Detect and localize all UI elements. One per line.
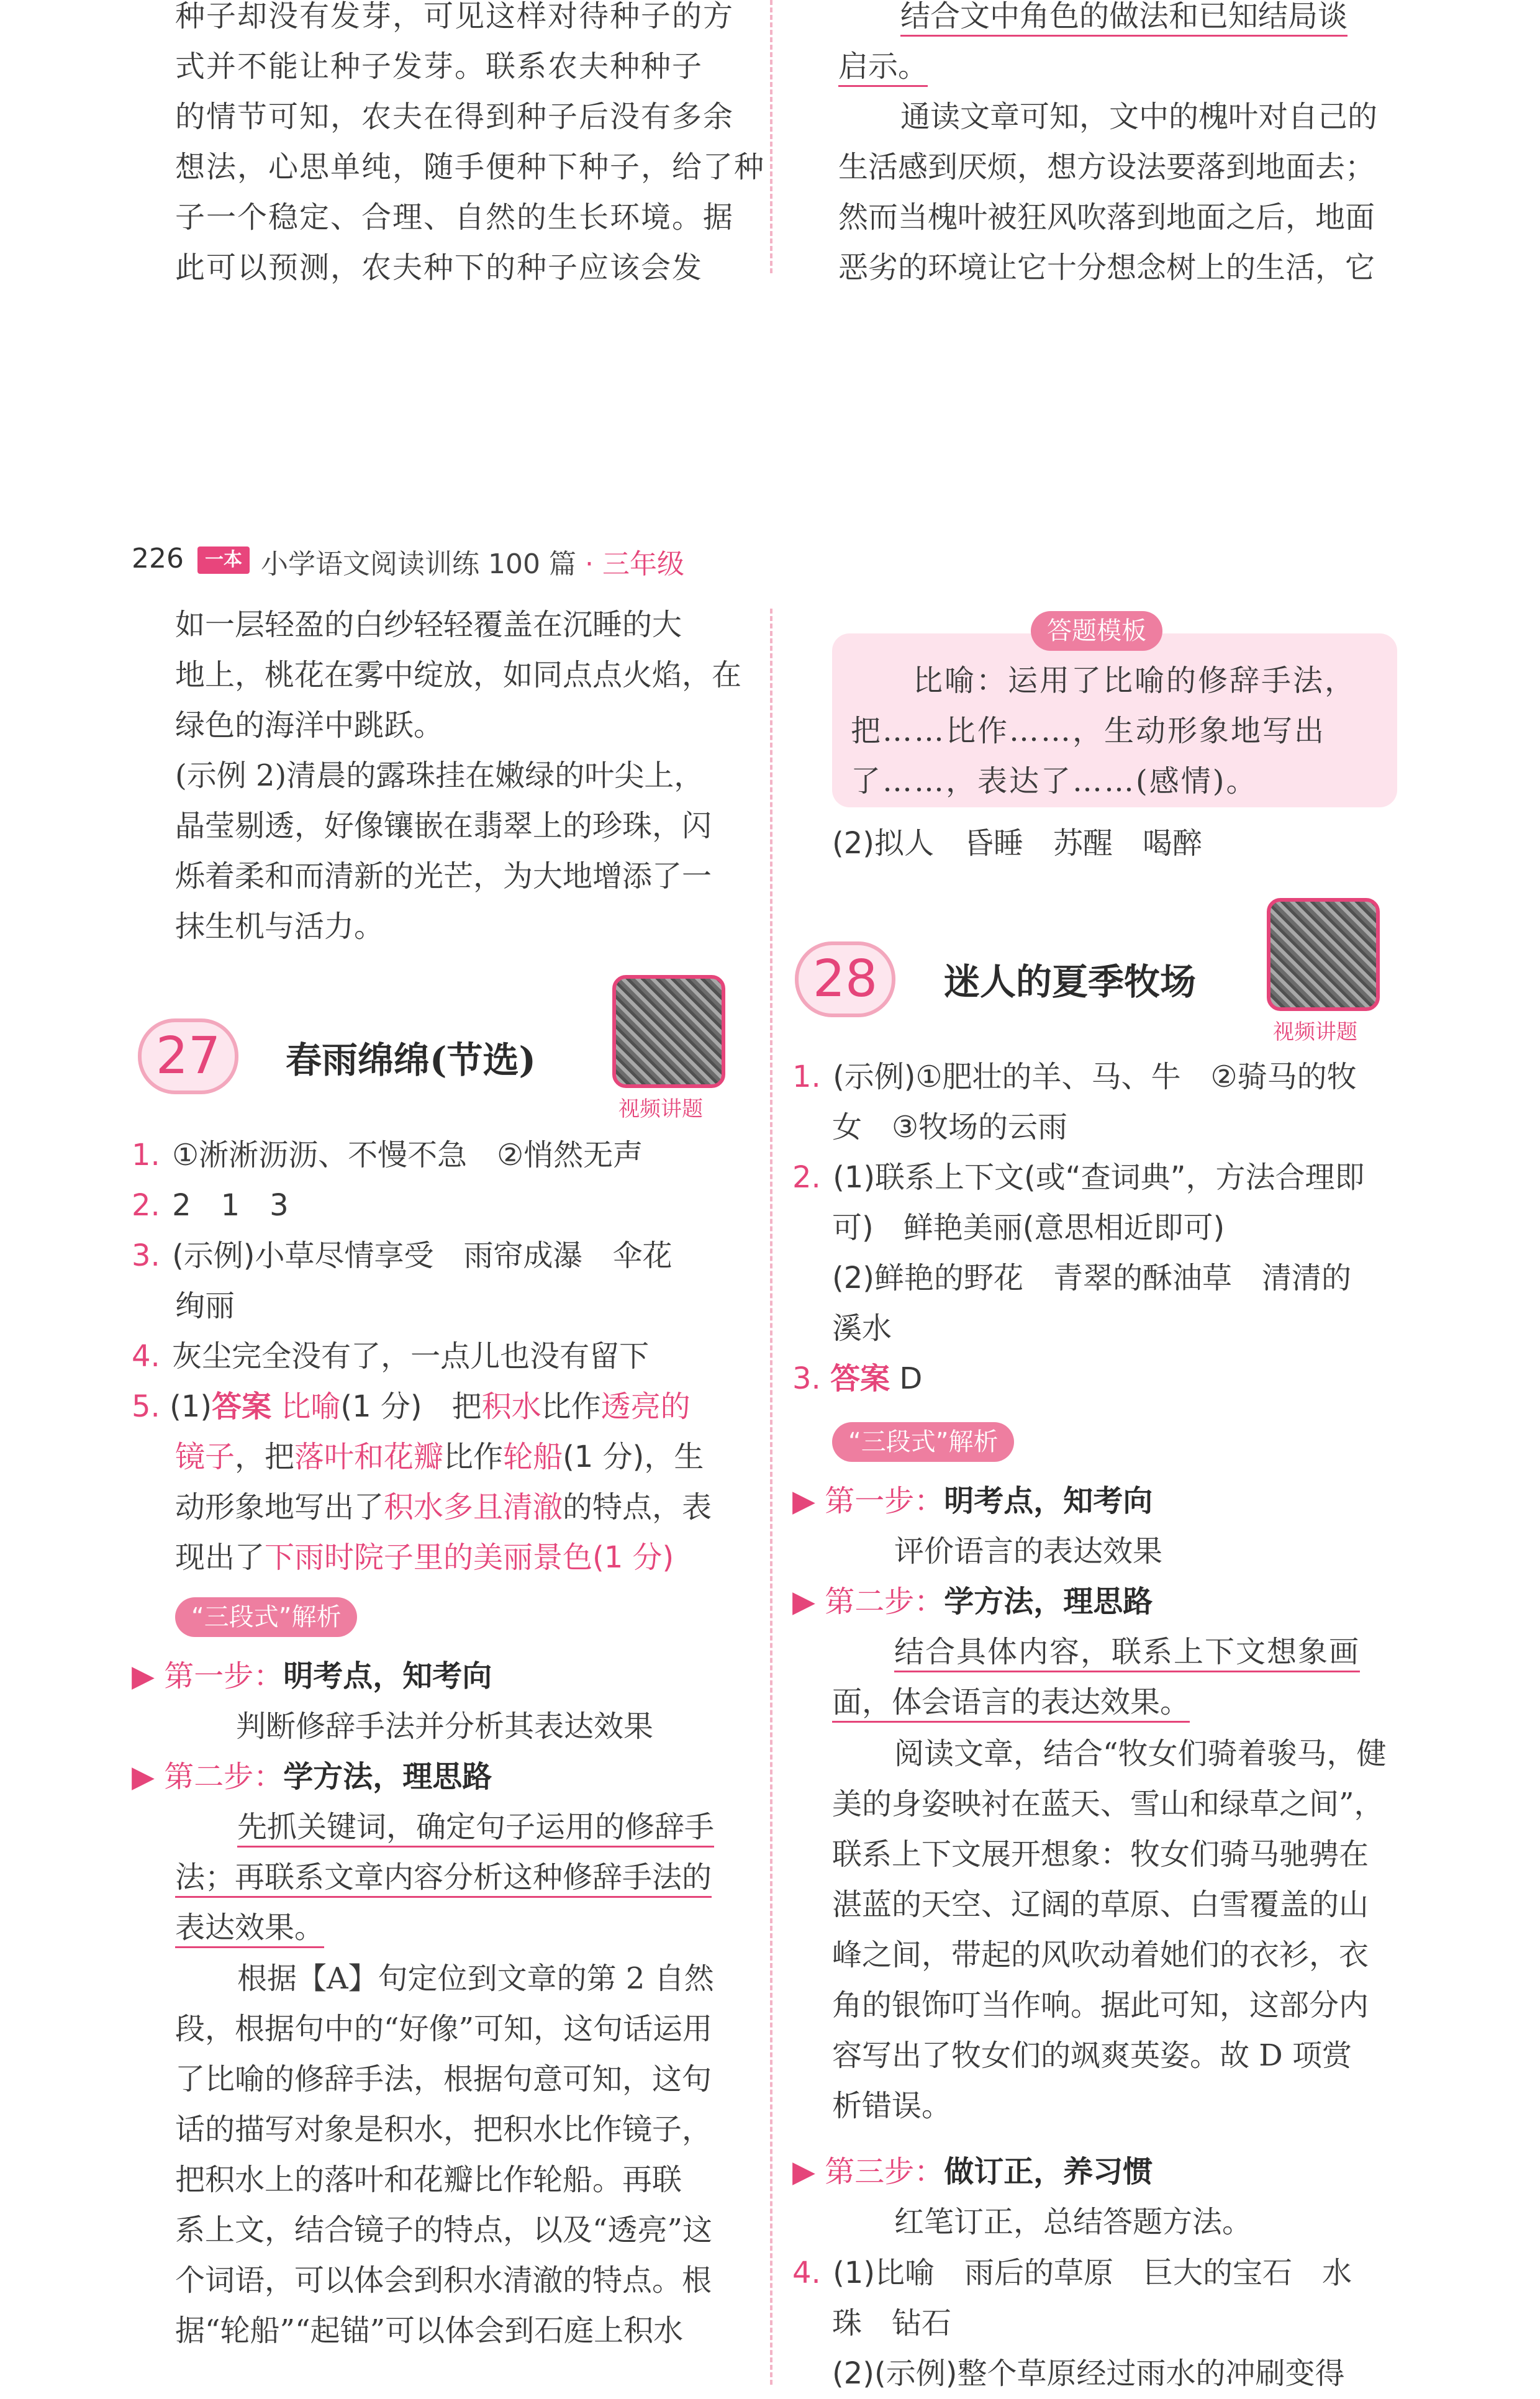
text-line: 先抓关键词，确定句子运用的修辞手: [237, 1810, 714, 1848]
text-line: 了……，表达了……(感情)。: [851, 764, 1258, 799]
answer-key: 轮船: [503, 1440, 563, 1474]
answer-number: 4.: [792, 2256, 821, 2290]
answer-text: 女 ③牧场的云雨: [832, 1110, 1068, 1145]
answer-text: (示例)小草尽情享受 雨帘成瀑 伞花: [172, 1238, 673, 1273]
text-line: 容写出了牧女们的飒爽英姿。故 D 项赏: [832, 2038, 1352, 2073]
text-line: 地上，桃花在雾中绽放，如同点点火焰，在: [175, 658, 742, 692]
text-line: 把……比作……，生动形象地写出: [851, 714, 1326, 748]
text-line: 如一层轻盈的白纱轻轻覆盖在沉睡的大: [175, 607, 682, 642]
section-title: 迷人的夏季牧场: [944, 961, 1197, 1003]
text-line: 烁着柔和而清新的光芒，为大地增添了一: [175, 859, 712, 894]
text-line: 抹生机与活力。: [175, 909, 384, 944]
answer-text: 2 1 3: [172, 1188, 289, 1223]
answer-item: [792, 1052, 1413, 1102]
answer-number: 2.: [132, 1188, 160, 1223]
book-title: 小学语文阅读训练 100 篇: [261, 548, 576, 580]
column-divider: [770, 609, 772, 2385]
answer-text: 灰尘完全没有了，一点儿也没有留下: [172, 1339, 650, 1374]
answer-text: 溪水: [832, 1311, 892, 1346]
analysis-badge: “三段式”解析: [175, 1597, 357, 1637]
text-line: 此可以预测，农夫种下的种子应该会发: [175, 250, 704, 285]
answer-label: 答案: [830, 1361, 890, 1396]
step-two: [792, 1577, 1153, 1620]
analysis-text: [832, 1729, 1403, 2131]
answer-key: 比喻: [281, 1389, 341, 1424]
step-body: 判断修辞手法并分析其表达效果: [236, 1709, 654, 1744]
text-line: 恶劣的环境让它十分想念树上的生活，它: [838, 250, 1375, 285]
left-intro: [175, 600, 746, 952]
text-line: 想法，心思单纯，随手便种下种子，给了种: [175, 150, 766, 184]
answer-key: (1 分): [592, 1540, 674, 1575]
answer-key: 落叶和花瓣: [294, 1440, 444, 1474]
text-line: 子一个稳定、合理、自然的生长环境。据: [175, 200, 735, 235]
answer-key: 下雨时院子里的美丽景色: [265, 1540, 593, 1575]
answer-line: [132, 1482, 753, 1533]
answer-key: 透亮的: [600, 1389, 691, 1424]
step-three: [792, 2147, 1153, 2190]
text-line: 把积水上的落叶和花瓣比作轮船。再联: [175, 2162, 682, 2197]
section-title: 春雨绵绵(节选): [286, 1039, 536, 1081]
qr-code-icon[interactable]: [1267, 898, 1380, 1011]
step-two: [132, 1753, 492, 1795]
answer-text: (2)鲜艳的野花 青翠的酥油草 清清的: [832, 1261, 1351, 1295]
grade-label: 三年级: [602, 548, 684, 580]
answer-4: [792, 2248, 1413, 2399]
book-title-line: [261, 542, 684, 581]
text-line: 了比喻的修辞手法，根据句意可知，这句: [175, 2062, 712, 2097]
text-line: 结合具体内容，联系上下文想象画: [894, 1635, 1360, 1672]
answer-key: 积水: [481, 1389, 541, 1424]
answer-text: (1)比喻 雨后的草原 巨大的宝石 水: [833, 2256, 1352, 2290]
answer-number: 1.: [132, 1138, 160, 1172]
book-logo: 一本: [197, 546, 250, 574]
step-body: 红笔订正，总结答题方法。: [894, 2205, 1252, 2239]
answer-item: [132, 1130, 753, 1181]
text-line: 根据【A】句定位到文章的第 2 自然: [237, 1961, 714, 1996]
answer-item: [792, 2248, 1413, 2298]
answer-number: 3.: [792, 1361, 821, 1396]
analysis-text: [175, 1954, 746, 2356]
answer-item: [132, 1382, 753, 1432]
template-badge: 答题模板: [1031, 611, 1162, 651]
text-line: 面，体会语言的表达效果。: [832, 1685, 1190, 1723]
answer-text: 现出了: [175, 1540, 265, 1575]
column-divider: [770, 0, 772, 273]
text-line: 式并不能让种子发芽。联系农夫种种子: [175, 49, 704, 84]
answer-item: [792, 1354, 1413, 1404]
step-two-body: [175, 1802, 746, 1953]
step-title: 学方法，理思路: [944, 1584, 1153, 1619]
answer-item: [132, 1181, 753, 1231]
text-line: 晶莹剔透，好像镶嵌在翡翠上的珍珠，闪: [175, 809, 712, 843]
top-left-text: [175, 0, 766, 293]
qr-code-icon[interactable]: [612, 975, 725, 1088]
answer-number: 2.: [792, 1160, 821, 1195]
bullet-arrow-icon: ▶: [792, 1484, 815, 1518]
answer-number: 5.: [132, 1389, 160, 1424]
analysis-badge: “三段式”解析: [832, 1422, 1014, 1462]
section-number: 27: [138, 1018, 238, 1094]
text-line: 生活感到厌烦，想方设法要落到地面去；: [838, 150, 1375, 184]
answer-label: 答案: [212, 1389, 272, 1424]
bullet-arrow-icon: ▶: [792, 1584, 815, 1619]
step-label: 第一步：: [164, 1659, 284, 1694]
page-number: 226: [132, 543, 184, 574]
text-line: 段，根据句中的“好像”可知，这句话运用: [175, 2011, 713, 2046]
answer-key: 积水多且清澈: [384, 1490, 563, 1525]
answer-text: D: [899, 1361, 923, 1396]
text-line: 湛蓝的天空、辽阔的草原、白雪覆盖的山: [832, 1887, 1369, 1922]
answer-number: 1.: [792, 1059, 821, 1094]
answer-text: (1 分)，生: [563, 1440, 704, 1474]
step-title: 学方法，理思路: [283, 1759, 492, 1794]
answers-28: [792, 1052, 1413, 1404]
answer-text: 的特点，表: [563, 1490, 712, 1525]
step-label: 第二步：: [825, 1584, 944, 1619]
answer-item: [132, 1331, 753, 1382]
answers-27: [132, 1130, 753, 1583]
step-one: [792, 1477, 1153, 1520]
text-line: 结合文中角色的做法和已知结局谈: [900, 0, 1348, 37]
text-line: 峰之间，带起的风吹动着她们的衣衫，衣: [832, 1938, 1369, 1972]
answer-text: (1 分) 把: [340, 1389, 482, 1424]
text-line: 系上文，结合镜子的特点，以及“透亮”这: [175, 2213, 713, 2247]
answer-text: (1): [170, 1389, 212, 1424]
text-line: 美的身姿映衬在蓝天、雪山和绿草之间”，: [832, 1787, 1384, 1821]
text-line: 启示。: [838, 49, 928, 87]
answer-line: [132, 1533, 753, 1583]
answer-text: 珠 钻石: [832, 2306, 952, 2341]
step-label: 第三步：: [825, 2154, 944, 2189]
step-title: 明考点，知考向: [944, 1484, 1153, 1518]
step-body: 评价语言的表达效果: [894, 1534, 1163, 1569]
answer-text: 比作: [443, 1440, 504, 1474]
text-line: 据“轮船”“起锚”可以体会到石庭上积水: [175, 2313, 684, 2348]
answer-text: (2)拟人 昏睡 苏醒 喝醉: [832, 826, 1202, 861]
text-line: 话的描写对象是积水，把积水比作镜子，: [175, 2112, 712, 2147]
text-line: 个词语，可以体会到积水清澈的特点。根: [175, 2263, 712, 2298]
answer-text: 绚丽: [175, 1289, 235, 1323]
answer-text: (示例)①肥壮的羊、马、牛 ②骑马的牧: [833, 1059, 1357, 1094]
template-text: [851, 656, 1391, 807]
answer-text: 动形象地写出了: [175, 1490, 384, 1525]
text-line: 比喻：运用了比喻的修辞手法，: [913, 663, 1357, 698]
text-line: 法；再联系文章内容分析这种修辞手法的: [175, 1860, 712, 1898]
section-number: 28: [795, 941, 895, 1017]
top-right-text: [838, 0, 1410, 293]
answer-key: 镜子: [175, 1440, 235, 1474]
answer-line: [132, 1432, 753, 1482]
answer-number: 4.: [132, 1339, 160, 1374]
bullet-arrow-icon: ▶: [792, 2154, 815, 2189]
step-title: 做订正，养习惯: [944, 2154, 1153, 2189]
text-line: 析错误。: [832, 2088, 952, 2123]
text-line: 阅读文章，结合“牧女们骑着骏马，健: [894, 1736, 1387, 1771]
text-line: 角的银饰叮当作响。据此可知，这部分内: [832, 1988, 1369, 2023]
step-label: 第一步：: [825, 1484, 944, 1518]
answer-number: 3.: [132, 1238, 160, 1273]
text-line: 通读文章可知，文中的槐叶对自己的: [900, 99, 1378, 134]
text-line: 绿色的海洋中跳跃。: [175, 708, 444, 743]
text-line: 种子却没有发芽，可见这样对待种子的方: [175, 0, 735, 34]
step-title: 明考点，知考向: [283, 1659, 492, 1694]
answer-text: 比作: [541, 1389, 601, 1424]
answer-text: (2)(示例)整个草原经过雨水的冲刷变得: [832, 2356, 1345, 2391]
answer-item: [792, 1153, 1413, 1203]
bullet-arrow-icon: ▶: [132, 1759, 155, 1794]
answer-item: [132, 1231, 753, 1281]
text-line: 表达效果。: [175, 1910, 324, 1948]
bullet-arrow-icon: ▶: [132, 1659, 155, 1694]
step-two-body: [832, 1627, 1403, 1728]
video-caption[interactable]: 视频讲题: [1273, 1020, 1357, 1045]
header-separator: ·: [584, 548, 594, 580]
text-line: 然而当槐叶被狂风吹落到地面之后，地面: [838, 200, 1375, 235]
text-line: (示例 2)清晨的露珠挂在嫩绿的叶尖上，: [175, 758, 704, 793]
video-caption[interactable]: 视频讲题: [618, 1097, 703, 1122]
answer-text: (1)联系上下文(或“查词典”，方法合理即: [833, 1160, 1365, 1195]
text-line: 联系上下文展开想象：牧女们骑马驰骋在: [832, 1837, 1369, 1872]
step-one: [132, 1652, 492, 1695]
answer-text: ①淅淅沥沥、不慢不急 ②悄然无声: [172, 1138, 643, 1172]
answer-text: 可) 鲜艳美丽(意思相近即可): [832, 1210, 1225, 1245]
text-line: 的情节可知，农夫在得到种子后没有多余: [175, 99, 735, 134]
step-label: 第二步：: [164, 1759, 284, 1794]
answer-text: ，把: [235, 1440, 295, 1474]
